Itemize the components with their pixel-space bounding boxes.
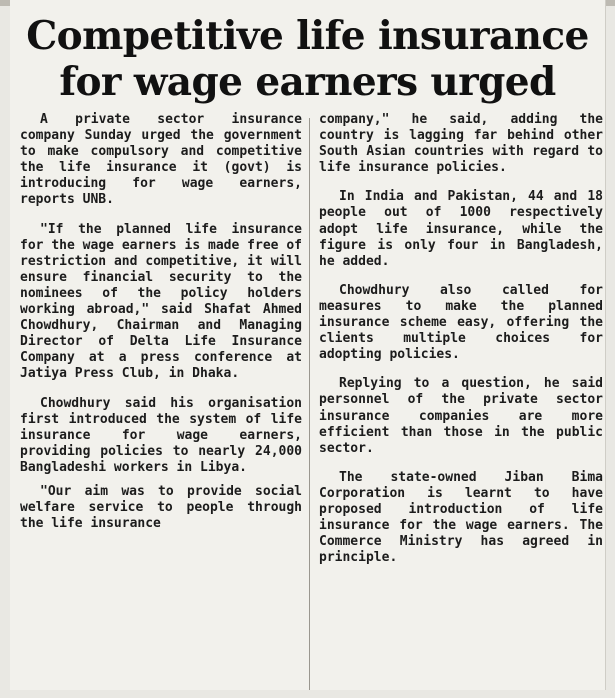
paragraph: "Our aim was to provide social welfare service to people through the life insurance xyxy=(20,483,302,532)
paragraph: The state-owned Jiban Bima Corporation is learnt to have proposed introduction of life insurance for the wage earners. The Commerce Ministry has agreed in principle. xyxy=(319,469,603,566)
paragraph: "If the planned life insurance for the wage earners is made free of restriction and competitive, it will ensure financial security to the nominees of the policy holders working abroad," said Shafat Ahmed Chowdhury, Chairman and Managing Director of Delta Life Insurance Company at a press conference at Jatiya Press Club, in Dhaka. xyxy=(20,221,302,382)
column-divider xyxy=(309,118,310,690)
paragraph: A private sector insurance company Sunday urged the government to make compulsory and competitive the life insurance it (govt) is introducing for wage earners, reports UNB. xyxy=(20,112,302,208)
paragraph: Replying to a question, he said personnel of the private sector insurance companies are more efficient than those in the public sector. xyxy=(319,376,603,456)
headline-line-2: for wage earners urged xyxy=(59,59,556,105)
paragraph: Chowdhury also called for measures to make the planned insurance scheme easy, offering the clients multiple choices for adopting policies. xyxy=(319,282,603,363)
article-column-left xyxy=(20,112,302,545)
article-column-right xyxy=(319,112,603,579)
paragraph: Chowdhury said his organisation first introduced the system of life insurance for wage earners, providing policies to nearly 24,000 Bangladeshi workers in Libya. xyxy=(20,395,302,475)
headline-line-1: Competitive life insurance xyxy=(26,13,589,59)
paragraph: In India and Pakistan, 44 and 18 people out of 1000 respectively adopt life insurance, while the figure is only four in Bangladesh, he added. xyxy=(319,189,603,269)
paragraph: company," he said, adding the country is lagging far behind other South Asian countries with regard to life insurance policies. xyxy=(319,112,603,176)
